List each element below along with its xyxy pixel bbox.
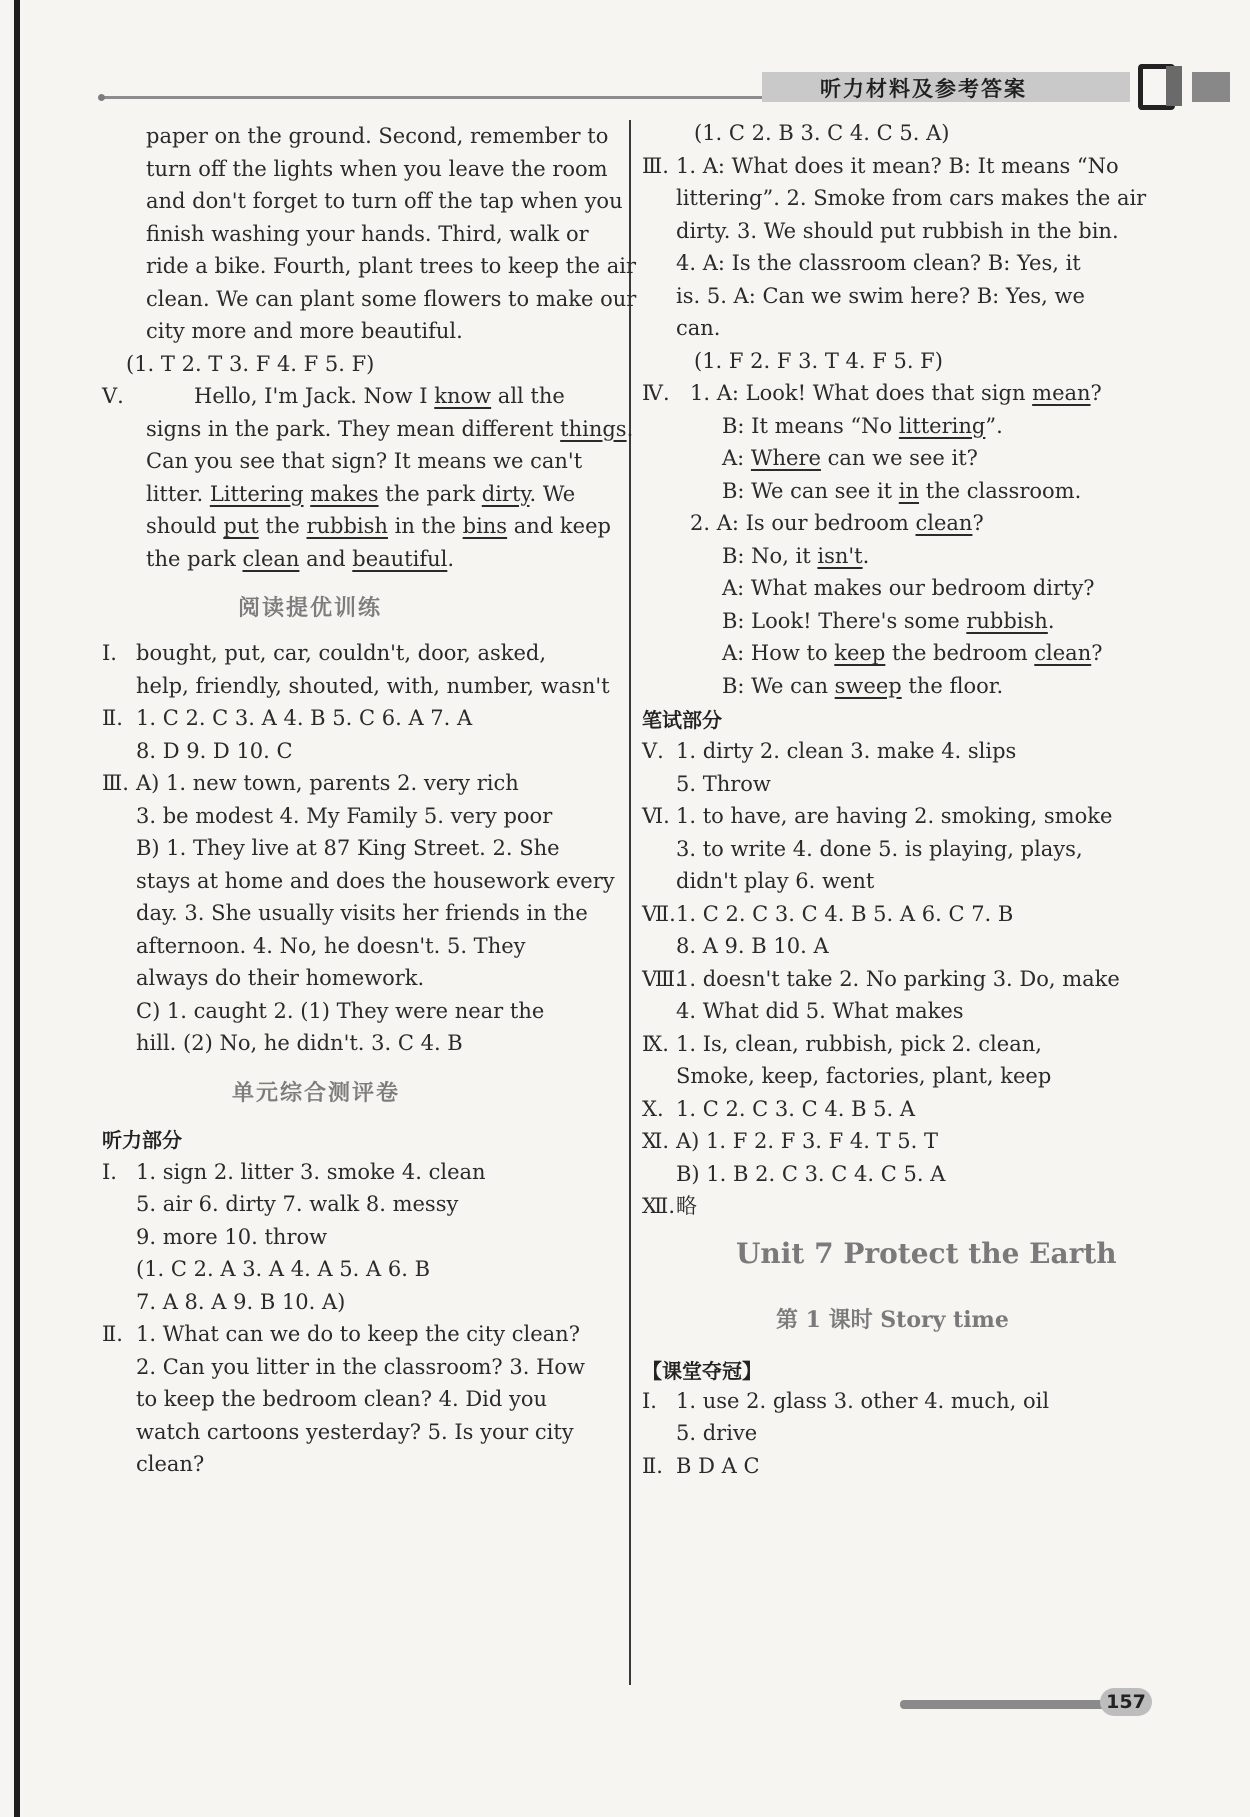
answer-text: afternoon. 4. No, he doesn't. 5. They	[136, 933, 526, 958]
text-segment: B: No, it	[722, 543, 818, 568]
underlined-answer: clean	[1034, 641, 1092, 665]
section-numeral: Ⅲ.	[642, 153, 669, 178]
answer-line	[642, 835, 1083, 863]
answer-line	[102, 1190, 458, 1218]
underlined-answer: rubbish	[306, 514, 388, 538]
answer-line	[102, 704, 472, 732]
text-segment: ?	[1091, 641, 1103, 665]
text-segment: can we see it?	[820, 446, 978, 470]
answer-line	[102, 1418, 574, 1446]
answer-line	[102, 639, 546, 667]
answer-line	[102, 737, 293, 765]
answer-line	[102, 1385, 547, 1413]
listening-part-title: 听力部分	[102, 1127, 182, 1152]
text-segment: the park	[146, 546, 243, 571]
text-segment: B: We can see it	[722, 478, 899, 503]
answer-line	[102, 932, 526, 960]
passage-line	[146, 512, 611, 540]
section-numeral: Ⅴ.	[642, 739, 664, 763]
answer-line	[642, 282, 1085, 310]
answer-text: bought, put, car, couldn't, door, asked,	[136, 641, 547, 665]
answer-line	[642, 965, 1120, 993]
answer-text: 略	[676, 1194, 697, 1218]
header-dot	[98, 94, 105, 101]
answer-line	[642, 1095, 915, 1123]
answer-text: 1. C 2. C 3. C 4. B 5. A	[676, 1096, 916, 1121]
underlined-answer: in	[898, 478, 920, 503]
answer-line	[102, 1029, 463, 1057]
answer-text: can.	[676, 316, 721, 340]
passage-line	[146, 480, 575, 508]
dialogue-line	[722, 412, 1003, 440]
unit-test-title: 单元综合测评卷	[232, 1080, 401, 1106]
underlined-answer: dirty	[481, 481, 530, 506]
answer-text: (1. C 2. A 3. A 4. A 5. A 6. B	[136, 1257, 430, 1281]
dialogue-line	[722, 574, 1095, 602]
header-tail	[1192, 72, 1230, 102]
passage-line: (1. T 2. T 3. F 4. F 5. F)	[126, 351, 375, 376]
answer-line	[642, 900, 1013, 928]
answer-text: B D A C	[676, 1453, 760, 1478]
answer-line	[102, 1255, 430, 1283]
text-segment: Hello, I'm Jack. Now I	[194, 384, 435, 408]
section-numeral: Ⅱ.	[102, 706, 123, 730]
underlined-answer: put	[223, 514, 259, 538]
answer-text: 1. C 2. C 3. C 4. B 5. A 6. C 7. B	[676, 901, 1014, 926]
passage-line	[146, 415, 633, 443]
text-segment: ?	[972, 511, 984, 535]
passage-line: ride a bike. Fourth, plant trees to keep the air	[146, 254, 637, 278]
answer-line	[642, 997, 964, 1025]
page-binding-edge	[14, 0, 20, 1817]
answer-text: 1. Is, clean, rubbish, pick 2. clean,	[676, 1031, 1042, 1056]
answer-text: A) 1. F 2. F 3. F 4. T 5. T	[676, 1129, 939, 1153]
answer-text: 5. air 6. dirty 7. walk 8. messy	[136, 1192, 459, 1216]
dialogue-line	[722, 672, 1003, 700]
passage-line: clean. We can plant some flowers to make our	[146, 286, 637, 311]
dialogue-line	[722, 542, 869, 570]
answer-text: to keep the bedroom clean? 4. Did you	[136, 1387, 548, 1411]
column-divider	[629, 120, 631, 1685]
answer-line	[642, 770, 771, 798]
class-section-title: 【课堂夺冠】	[642, 1358, 762, 1383]
text-segment: and keep	[507, 514, 611, 538]
answer-line: (1. C 2. B 3. C 4. C 5. A)	[694, 121, 950, 145]
answer-text: B) 1. They live at 87 King Street. 2. She	[136, 836, 560, 860]
answer-line	[102, 834, 560, 862]
underlined-answer: Littering	[209, 481, 304, 506]
answer-line	[642, 867, 874, 895]
answer-text: 3. be modest 4. My Family 5. very poor	[136, 803, 553, 828]
dialogue-line	[722, 444, 978, 472]
section-numeral: Ⅰ.	[102, 1159, 117, 1184]
answer-line: (1. F 2. F 3. T 4. F 5. F)	[694, 348, 943, 373]
answer-line	[642, 1062, 1051, 1090]
answer-line	[102, 769, 519, 797]
text-segment: the bedroom	[885, 641, 1035, 665]
section-numeral: Ⅳ.	[642, 381, 670, 405]
underlined-answer: beautiful	[352, 546, 448, 571]
answer-text: C) 1. caught 2. (1) They were near the	[136, 998, 545, 1023]
answer-line	[642, 184, 1146, 212]
section-numeral: Ⅲ.	[102, 771, 129, 795]
answer-line	[642, 249, 1081, 277]
underlined-answer: bins	[462, 514, 508, 538]
answer-line	[102, 1320, 580, 1348]
passage-line	[194, 382, 565, 410]
answer-line	[102, 1223, 327, 1251]
text-segment: A: How to	[722, 641, 835, 665]
text-segment: in the	[387, 514, 463, 538]
answer-text: 1. What can we do to keep the city clean?	[136, 1322, 580, 1346]
answer-line	[642, 1192, 697, 1220]
answer-text: 5. drive	[676, 1421, 758, 1445]
section-numeral: Ⅱ.	[642, 1453, 663, 1478]
answer-text: B) 1. B 2. C 3. C 4. C 5. A	[676, 1161, 946, 1186]
text-segment: ”.	[985, 413, 1003, 438]
underlined-answer: sweep	[834, 673, 902, 698]
answer-text: 2. Can you litter in the classroom? 3. How	[136, 1354, 586, 1379]
section-numeral: Ⅰ.	[102, 641, 117, 665]
answer-line	[102, 997, 544, 1025]
answer-line	[102, 867, 615, 895]
answer-text: 9. more 10. throw	[136, 1224, 328, 1249]
underlined-answer: clean	[915, 511, 973, 535]
section-numeral: Ⅻ.	[642, 1194, 675, 1218]
passage-line: turn off the lights when you leave the room	[146, 156, 608, 181]
answer-text: didn't play 6. went	[676, 869, 875, 893]
passage-line: finish washing your hands. Third, walk or	[146, 221, 589, 246]
text-segment: .	[626, 416, 634, 441]
answer-line	[642, 314, 720, 342]
underlined-answer: mean	[1032, 381, 1091, 405]
answer-line	[102, 1288, 345, 1316]
answer-line	[642, 802, 1112, 830]
answer-text: clean?	[136, 1452, 205, 1476]
answer-line	[642, 1030, 1042, 1058]
section-numeral: Ⅰ.	[642, 1388, 657, 1413]
answer-text: 4. What did 5. What makes	[676, 999, 964, 1023]
section-numeral: Ⅸ.	[642, 1031, 669, 1056]
header-title: 听力材料及参考答案	[820, 77, 1027, 101]
answer-line	[642, 1452, 760, 1480]
answer-text: 7. A 8. A 9. B 10. A)	[136, 1289, 346, 1314]
answer-text: is. 5. A: Can we swim here? B: Yes, we	[676, 283, 1085, 308]
text-segment: 1. A: Look! What does that sign	[690, 381, 1033, 405]
answer-text: day. 3. She usually visits her friends in the	[136, 901, 588, 925]
section-numeral: Ⅶ.	[642, 901, 676, 926]
text-segment: all the	[491, 384, 565, 408]
text-segment: A: What makes our bedroom dirty?	[722, 576, 1095, 600]
passage-line	[146, 447, 582, 475]
answer-line	[642, 152, 1119, 180]
passage-line: paper on the ground. Second, remember to	[146, 124, 609, 148]
written-part-title: 笔试部分	[642, 708, 722, 732]
unit-title: Unit 7 Protect the Earth	[736, 1236, 1117, 1270]
underlined-answer: isn't	[817, 543, 863, 568]
passage-line	[146, 545, 454, 573]
answer-text: 1. doesn't take 2. No parking 3. Do, make	[676, 966, 1120, 991]
answer-text: 1. use 2. glass 3. other 4. much, oil	[676, 1388, 1050, 1413]
section-numeral: Ⅹ.	[642, 1096, 664, 1121]
footer-bar	[900, 1700, 1115, 1709]
answer-line	[642, 1127, 938, 1155]
answer-text: 8. A 9. B 10. A	[676, 934, 829, 958]
text-segment: .	[447, 546, 455, 571]
lesson-title: 第 1 课时 Story time	[776, 1306, 1009, 1333]
answer-text: 1. A: What does it mean? B: It means “No	[676, 153, 1119, 178]
answer-text: hill. (2) No, he didn't. 3. C 4. B	[136, 1031, 463, 1055]
page-number: 157	[1100, 1688, 1152, 1716]
section-numeral: Ⅷ.	[642, 966, 682, 991]
answer-text: 1. sign 2. litter 3. smoke 4. clean	[136, 1159, 486, 1184]
text-segment: should	[146, 514, 224, 538]
answer-line	[102, 899, 588, 927]
answer-text: watch cartoons yesterday? 5. Is your city	[136, 1419, 574, 1444]
section-numeral: Ⅱ.	[102, 1322, 123, 1346]
answer-line	[102, 964, 424, 992]
answer-line	[102, 1450, 204, 1478]
reading-section-title: 阅读提优训练	[238, 596, 383, 621]
answer-text: Smoke, keep, factories, plant, keep	[676, 1064, 1052, 1088]
text-segment: the	[258, 514, 307, 538]
dialogue-line	[690, 379, 1102, 407]
text-segment: litter.	[146, 481, 210, 506]
answer-line	[102, 1353, 585, 1381]
answer-text: A) 1. new town, parents 2. very rich	[136, 771, 519, 795]
underlined-answer: rubbish	[966, 608, 1048, 633]
answer-line	[102, 802, 552, 830]
underlined-answer: littering	[898, 413, 986, 438]
answer-text: 4. A: Is the classroom clean? B: Yes, it	[676, 251, 1081, 275]
dialogue-line	[722, 477, 1081, 505]
text-segment: the classroom.	[919, 478, 1082, 503]
answer-text: 3. to write 4. done 5. is playing, plays,	[676, 836, 1083, 861]
answer-text: 8. D 9. D 10. C	[136, 738, 293, 763]
answer-text: 1. dirty 2. clean 3. make 4. slips	[676, 739, 1017, 763]
text-segment: ?	[1090, 381, 1102, 405]
answer-text: dirty. 3. We should put rubbish in the bin.	[676, 218, 1119, 243]
underlined-answer: things	[560, 416, 627, 441]
text-segment: Can you see that sign? It means we can't	[146, 449, 583, 473]
text-segment: the floor.	[901, 673, 1004, 698]
text-segment: .	[1047, 608, 1055, 633]
underlined-answer: know	[434, 384, 492, 408]
text-segment: B: We can	[722, 673, 835, 698]
text-segment: and	[299, 546, 353, 571]
dialogue-line	[722, 607, 1055, 635]
section-numeral: Ⅺ.	[642, 1129, 670, 1153]
text-segment: .	[862, 543, 870, 568]
text-segment: . We	[529, 481, 576, 506]
answer-line	[642, 1387, 1049, 1415]
underlined-answer: makes	[310, 481, 379, 506]
text-segment: A:	[722, 446, 751, 470]
answer-line	[102, 1158, 486, 1186]
dialogue-line	[722, 639, 1103, 667]
answer-line	[102, 672, 610, 700]
answer-line	[642, 217, 1119, 245]
text-segment: 2. A: Is our bedroom	[690, 511, 916, 535]
text-segment: the park	[378, 481, 482, 506]
text-segment: B: It means “No	[722, 413, 899, 438]
answer-text: help, friendly, shouted, with, number, wasn't	[136, 673, 610, 698]
text-segment: signs in the park. They mean different	[146, 416, 561, 441]
section-numeral: Ⅵ.	[642, 804, 670, 828]
text-segment: B: Look! There's some	[722, 608, 967, 633]
answer-text: always do their homework.	[136, 966, 425, 990]
answer-text: stays at home and does the housework every	[136, 868, 615, 893]
answer-text: 5. Throw	[676, 771, 771, 796]
answer-line	[642, 932, 829, 960]
answer-line	[642, 1419, 757, 1447]
section-numeral: Ⅴ.	[102, 384, 124, 408]
passage-line: city more and more beautiful.	[146, 319, 463, 343]
passage-line: and don't forget to turn off the tap when you	[146, 189, 623, 213]
underlined-answer: keep	[834, 641, 886, 665]
answer-text: 1. to have, are having 2. smoking, smoke	[676, 804, 1113, 828]
answer-line	[642, 737, 1016, 765]
answer-text: 1. C 2. C 3. A 4. B 5. C 6. A 7. A	[136, 706, 473, 730]
answer-text: littering”. 2. Smoke from cars makes the air	[676, 186, 1147, 210]
underlined-answer: Where	[750, 446, 821, 470]
dialogue-line	[690, 509, 984, 537]
answer-line	[642, 1160, 945, 1188]
underlined-answer: clean	[242, 546, 300, 571]
book-icon	[1138, 64, 1184, 106]
